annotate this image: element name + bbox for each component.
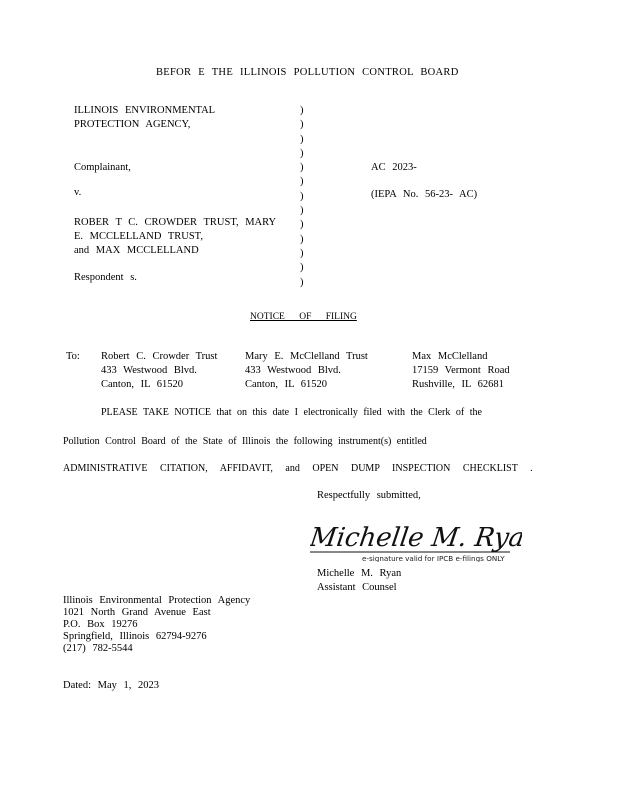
recipient-1-name: Robert C. Crowder Trust [101,351,218,362]
signature-block [310,510,522,562]
agency-address-line4: Springfield, Illinois 62794-9276 [63,631,207,642]
signer-name: Michelle M. Ryan [317,568,402,579]
caption-paren: ) [300,119,304,131]
signature-script: Michelle M. Ryan [310,523,522,553]
to-label: To: [66,351,80,362]
agency-address-line1: Illinois Environmental Protection Agency [63,595,251,606]
respondent-name-line2: E. MCCLELLAND TRUST, [74,231,203,242]
recipient-2-street: 433 Westwood Blvd. [245,365,341,376]
recipient-3-name: Max McClelland [412,351,488,362]
signature-image [310,510,522,562]
caption-paren: ) [300,105,304,116]
recipient-2-city: Canton, IL 61520 [245,379,327,390]
dated-line: Dated: May 1, 2023 [63,680,159,691]
agency-address-line2: 1021 North Grand Avenue East [63,607,211,618]
caption-paren: ) [300,219,304,231]
iepa-number: (IEPA No. 56-23- AC) [371,189,478,200]
document-title: BEFOR E THE ILLINOIS POLLUTION CONTROL BOARD [156,67,459,78]
versus-label: v. [74,187,82,198]
caption-paren: ) [300,133,304,145]
recipient-1-street: 433 Westwood Blvd. [101,365,197,376]
caption-paren: ) [300,190,304,202]
complainant-label: Complainant, [74,162,131,173]
notice-body-line2: Pollution Control Board of the State of Illinois the following instrument(s) entitled [63,436,427,447]
respondent-name-line3: and MAX MCCLELLAND [74,245,199,256]
caption-paren: ) [300,262,304,274]
notice-body-line3: ADMINISTRATIVE CITATION, AFFIDAVIT, and OPEN DUMP INSPECTION CHECKLIST . [63,463,533,474]
recipient-3-street: 17159 Vermont Road [412,365,510,376]
caption-paren: ) [300,276,304,288]
notice-of-filing-heading: NOTICE OF FILING [250,312,357,322]
recipient-2-name: Mary E. McClelland Trust [245,351,368,362]
notice-body-line1: PLEASE TAKE NOTICE that on this date I electronically filed with the Clerk of the [101,407,482,418]
recipient-1-city: Canton, IL 61520 [101,379,183,390]
caption-paren-column [300,104,304,290]
caption-paren: ) [300,162,304,174]
complainant-name-line2: PROTECTION AGENCY, [74,119,191,130]
caption-paren: ) [300,205,304,217]
agency-phone: (217) 782-5544 [63,643,133,654]
caption-paren: ) [300,247,304,259]
closing-line: Respectfully submitted, [317,490,421,501]
signer-title: Assistant Counsel [317,582,397,593]
case-number: AC 2023- [371,162,417,173]
complainant-name-line1: ILLINOIS ENVIRONMENTAL [74,105,216,116]
caption-paren: ) [300,147,304,159]
caption-paren: ) [300,233,304,245]
respondent-label: Respondent s. [74,272,137,283]
respondent-name-line1: ROBER T C. CROWDER TRUST, MARY [74,217,277,228]
agency-address-line3: P.O. Box 19276 [63,619,138,630]
signature-caption: e-signature valid for IPCB e-filings ONLY [362,554,505,562]
caption-paren: ) [300,176,304,188]
recipient-3-city: Rushville, IL 62681 [412,379,504,390]
